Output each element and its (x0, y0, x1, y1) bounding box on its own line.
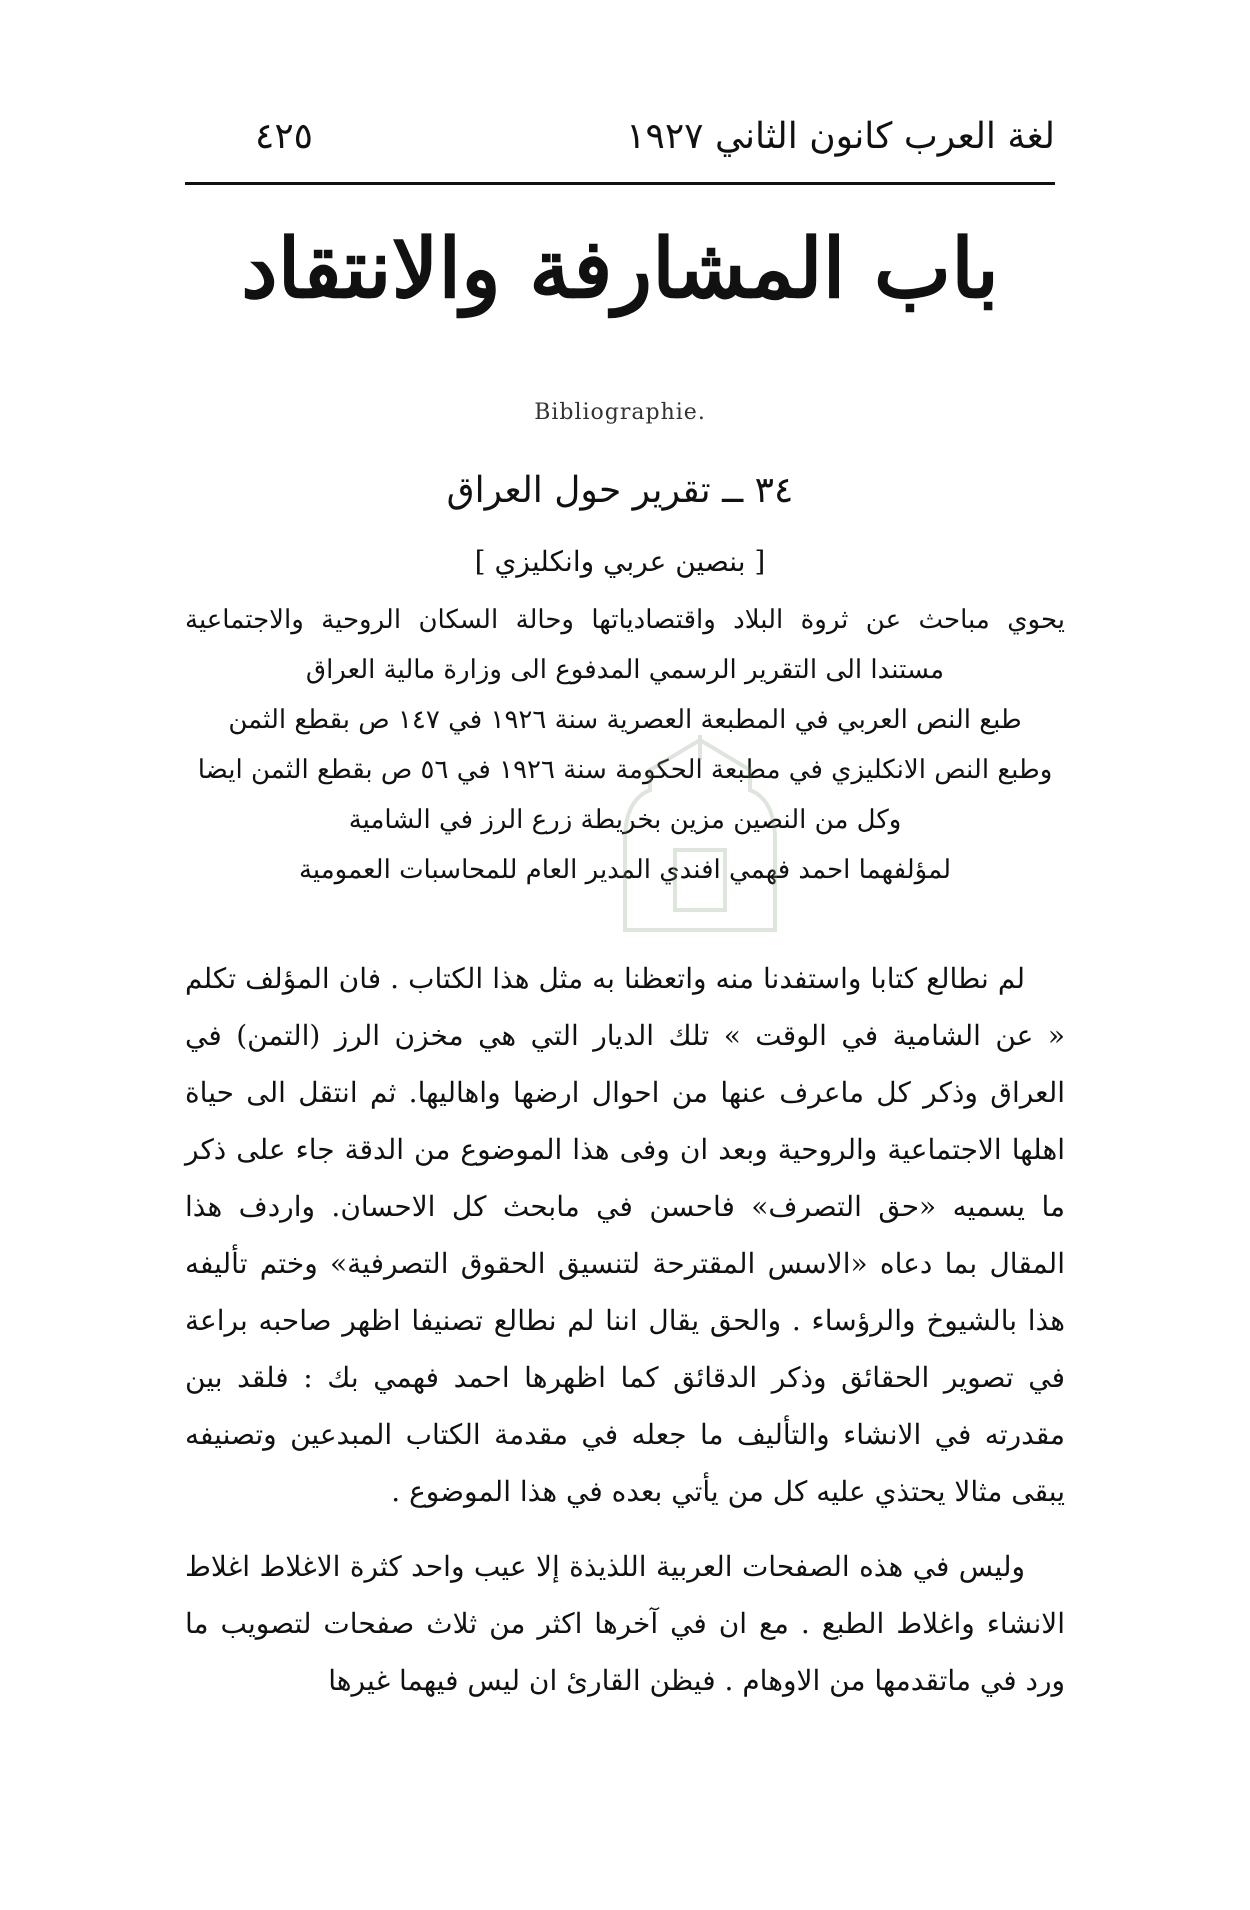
item-title: ٣٤ ــ تقرير حول العراق (446, 470, 794, 511)
header-divider (185, 182, 1055, 185)
page-number: ٤٢٥ (255, 116, 314, 157)
review-paragraph: لم نطالع كتابا واستفدنا منه واتعظنا به مثل هذا الكتاب . فان المؤلف تكلم « عن الشامية في الوقت » تلك الديار التي هي مخزن الرز (التمن) في العراق وذكر كل ماعرف عنها من احوال ارضها واهاليها. ثم انتقل الى حياة اهلها الاجتماعية والروحية وبعد ان وفى هذا الموضوع من الدقة جاء على ذكر ما يسميه «حق التصرف» فاحسن في مابحث كل الاحسان. واردف هذا المقال بما دعاه «الاسس المقترحة لتنسيق الحقوق التصرفية» وختم تأليفه هذا بالشيوخ والرؤساء . والحق يقال اننا لم نطالع تصنيفا اظهر صاحبه براعة في تصوير الحقائق وذكر الدقائق كما اظهرها احمد فهمي بك : فلقد بين مقدرته في الانشاء والتأليف ما جعله في مقدمة الكتاب المبدعين وتصنيفه يبقى مثالا يحتذي عليه كل من يأتي بعده في هذا الموضوع . (185, 962, 1065, 1508)
meta-line: وطبع النص الانكليزي في مطبعة الحكومة سنة ١٩٢٦ في ٥٦ ص بقطع الثمن ايضا (197, 755, 1053, 785)
review-body (185, 950, 1065, 1709)
item-subtitle: [ بنصين عربي وانكليزي ] (474, 545, 766, 578)
section-latin-subtitle: Bibliographie. (534, 400, 706, 425)
running-title: لغة العرب كانون الثاني ١٩٢٧ (626, 116, 1055, 157)
library-watermark-icon (600, 730, 800, 950)
meta-line: طبع النص العربي في المطبعة العصرية سنة ١٩٢٦ في ١٤٧ ص بقطع الثمن (228, 705, 1022, 735)
review-paragraph: وليس في هذه الصفحات العربية اللذيذة إلا عيب واحد كثرة الاغلاط اغلاط الانشاء واغلاط الطبع . مع ان في آخرها اكثر من ثلاث صفحات لتصويب ما ورد في ماتقدمها من الاوهام . فيظن القارئ ان ليس فيهما غيرها (185, 1550, 1065, 1697)
page-header (185, 108, 1055, 168)
meta-line: مستندا الى التقرير الرسمي المدفوع الى وزارة مالية العراق (305, 655, 945, 685)
meta-line: لمؤلفهما احمد فهمي افندي المدير العام للمحاسبات العمومية (298, 855, 952, 885)
meta-line: وكل من النصين مزين بخريطة زرع الرز في الشامية (348, 805, 902, 835)
section-title: باب المشارفة والانتقاد (241, 221, 999, 317)
meta-line: يحوي مباحث عن ثروة البلاد واقتصادياتها وحالة السكان الروحية والاجتماعية (185, 605, 1065, 635)
